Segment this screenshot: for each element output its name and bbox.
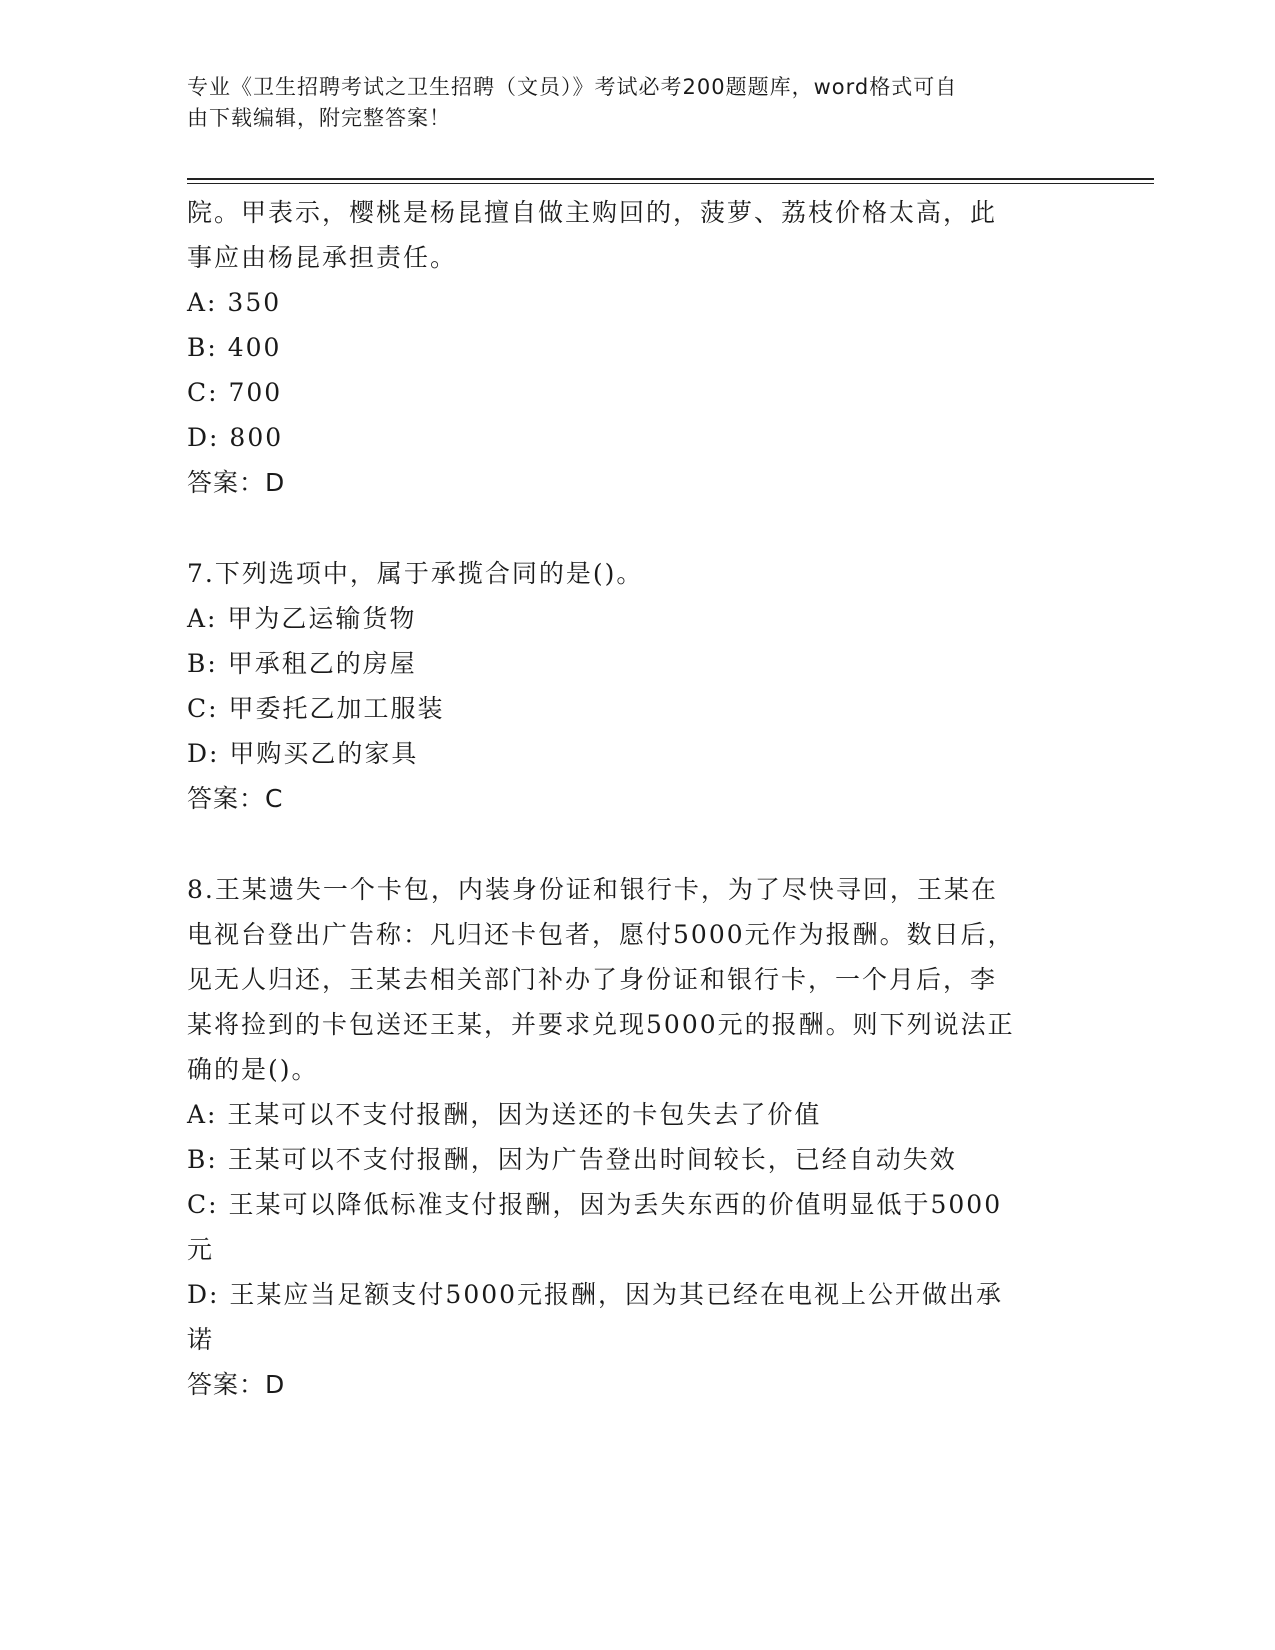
question-text-line: 7.下列选项中，属于承揽合同的是()。 [187,559,644,588]
option-a: A: 王某可以不支付报酬，因为送还的卡包失去了价值 [187,1100,822,1129]
option-c: C: 700 [187,378,283,407]
question-text-line: 见无人归还，王某去相关部门补办了身份证和银行卡，一个月后，李 [187,965,998,994]
question-text-line: 院。甲表示，樱桃是杨昆擅自做主购回的，菠萝、荔枝价格太高，此 [187,198,998,227]
question-text-line: 8.王某遗失一个卡包，内装身份证和银行卡，为了尽快寻回，王某在 [187,875,998,904]
option-b: B: 400 [187,333,282,362]
answer: 答案：D [187,1370,286,1399]
question-text-line: 确的是()。 [187,1055,319,1084]
document-body [187,190,1087,1407]
page-header [187,72,1067,134]
header-line-2: 由下载编辑，附完整答案！ [187,106,451,130]
header-line-1: 专业《卫生招聘考试之卫生招聘（文员）》考试必考200题题库，word格式可自 [187,75,958,99]
question-text-line: 电视台登出广告称：凡归还卡包者，愿付5000元作为报酬。数日后， [187,920,1015,949]
option-c: C: 王某可以降低标准支付报酬，因为丢失东西的价值明显低于5000 [187,1190,1003,1219]
option-c: C: 甲委托乙加工服装 [187,694,445,723]
option-b: B: 甲承租乙的房屋 [187,649,417,678]
header-divider [187,178,1154,180]
option-d: D: 800 [187,423,284,452]
option-d-continued: 诺 [187,1325,215,1354]
option-a: A: 甲为乙运输货物 [187,604,417,633]
question-text-line: 某将捡到的卡包送还王某，并要求兑现5000元的报酬。则下列说法正 [187,1010,1015,1039]
header-divider-thin [187,183,1154,184]
option-a: A: 350 [187,288,282,317]
question-text-line: 事应由杨昆承担责任。 [187,243,458,272]
question-6-continuation [187,190,1087,505]
option-d: D: 甲购买乙的家具 [187,739,419,768]
question-7 [187,551,1087,821]
answer: 答案：C [187,784,284,813]
option-d: D: 王某应当足额支付5000元报酬，因为其已经在电视上公开做出承 [187,1280,1004,1309]
option-c-continued: 元 [187,1235,215,1264]
option-b: B: 王某可以不支付报酬，因为广告登出时间较长，已经自动失效 [187,1145,957,1174]
answer: 答案：D [187,468,286,497]
question-8 [187,867,1087,1407]
